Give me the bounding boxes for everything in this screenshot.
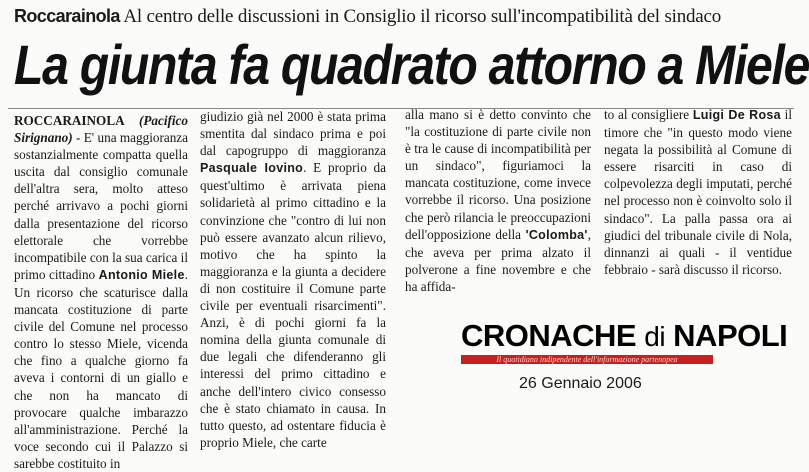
kicker-location: Roccarainola (14, 6, 120, 26)
byline-author: (Pacifico Sirignano) (14, 113, 188, 146)
name-pasquale-iovino: Pasquale Iovino (200, 161, 304, 176)
masthead-tagline: Il quotidiano indipendente dell'informazione partenopea (461, 355, 713, 364)
column-1-text-continued: . Un ricorso che scaturisce dalla mancata costituzione di parte civile del Comune nel processo contro lo stesso Miele, vicenda che fino a qualche giorno fa aveva i contorni di un giallo e che non ha mancato di provocare qualche imbarazzo all'amministrazione. Perché la voce secondo cui il Palazzo si sarebbe costituito in (14, 266, 188, 471)
name-antonio-miele: Antonio Miele (98, 267, 185, 282)
name-colomba: 'Colomba' (525, 227, 588, 242)
kicker-text: Al centro delle discussioni in Consiglio il ricorso sull'incompatibilità del sindaco (123, 6, 722, 27)
masthead-name-part-3: NAPOLI (673, 318, 788, 353)
article-headline: La giunta fa quadrato attorno a Miele (14, 33, 809, 96)
column-3-text: alla mano si è detto convinto che "la costituzione di parte civile non è tra le cause di incompatibilità per un sindaco", figuriamoci la mancata costituzione, come invece vorrebbe il ricorso. Una posizione che però rilancia le preoccupazioni dell'opposizione della (405, 107, 591, 242)
column-4-text: to al consigliere (604, 107, 693, 122)
article-column-2 (200, 108, 386, 458)
article-kicker (14, 4, 794, 29)
column-1-text: - E' una maggioranza sostanzialmente compatta quella uscita dal consiglio comunale dell'altra sera, molto atteso perché arrivavo a pochi giorni dalla presentazione del ricorso elettorale che vorrebbe incompatibile con la sua carica il primo cittadino (14, 130, 188, 282)
publication-date: 26 Gennaio 2006 (519, 375, 642, 392)
column-2-text: giudizio già nel 2000 è stata prima smentita dal sindaco prima e poi dal capogruppo di maggioranza (200, 109, 386, 159)
newspaper-masthead (461, 318, 788, 355)
article-column-4 (604, 106, 792, 296)
article-column-3 (405, 106, 591, 296)
masthead-name-part-2: di (644, 321, 666, 352)
masthead-name-part-1: CRONACHE (461, 318, 637, 353)
article-column-1 (14, 112, 188, 471)
column-4-text-continued: il timore che "in questo modo viene negata la possibilità al Comune di essere risarciti in caso di colpevolezza degli imputati, perché nel processo non è coinvolto solo il sindaco". La palla passa ora ai giudici del tribunale civile di Nola, dinnanzi ai quali - il ventidue febbraio - sarà discusso il ricorso. (604, 107, 792, 277)
column-2-text-continued: . E proprio da quest'ultimo è arrivata piena solidarietà al primo cittadino e la convinzione che "contro di lui non può essere avanzato alcun rilievo, motivo che ha spinto la maggioranza e la giunta a decidere di non costituire il Comune parte civile per eventuali risarcimenti". Anzi, è di pochi giorni fa la nomina della giunta comunale di due legali che difenderanno gli interessi del primo cittadino e anche dell'intero civico consesso che è stato chiamato in causa. In tutto questo, ad ostentare fiducia è proprio Miele, che carte (200, 160, 386, 450)
column-3-text-continued: , che aveva per prima alzato il polverone a fine novembre e che ha affida- (405, 226, 591, 294)
byline-location: ROCCARAINOLA (14, 113, 125, 128)
name-luigi-de-rosa: Luigi De Rosa (692, 108, 781, 122)
